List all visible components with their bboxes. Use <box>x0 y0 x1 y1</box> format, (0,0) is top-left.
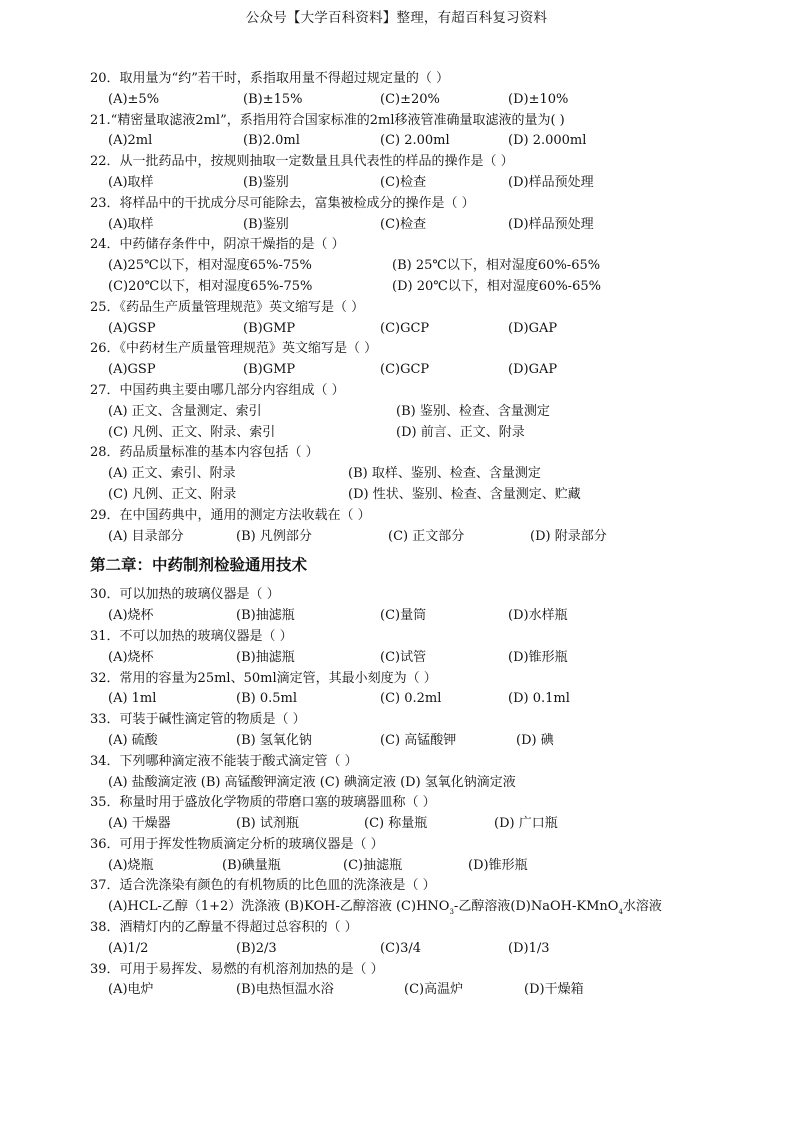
option-a: (A) 正文、含量测定、索引 <box>108 403 262 419</box>
option-d: (D)样品预处理 <box>508 216 594 232</box>
option-a: (A)烧瓶 <box>108 857 154 873</box>
options-37 <box>90 897 720 918</box>
option-a: (A) 硫酸 <box>108 732 158 748</box>
question-23: 23．将样品中的干扰成分尽可能除去，富集被检成分的操作是（ ） <box>90 195 475 211</box>
options-part-1: (A)HCL-乙醇（1+2）洗涤液 (B)KOH-乙醇溶液 (C)HNO <box>108 899 450 915</box>
option-d: (D)干燥箱 <box>524 982 584 998</box>
option-b: (B) 0.5ml <box>236 691 297 707</box>
option-d: (D) 20℃以下，相对湿度60%-65% <box>392 278 601 294</box>
question-29: 29．在中国药典中，通用的测定方法收载在（ ） <box>90 507 371 523</box>
options-30 <box>90 606 720 627</box>
option-d: (D) 碘 <box>516 732 554 748</box>
option-c: (C) 称量瓶 <box>364 816 428 832</box>
option-b: (B) 鉴别、检查、含量测定 <box>396 403 550 419</box>
options-31 <box>90 648 720 669</box>
question-27: 27．中国药典主要由哪几部分内容组成（ ） <box>90 382 345 398</box>
option-c: (C) 正文部分 <box>388 528 465 544</box>
option-b: (B)电热恒温水浴 <box>236 982 334 998</box>
option-b: (B)2/3 <box>236 940 277 956</box>
option-d: (D)1/3 <box>508 940 550 956</box>
option-a: (A)GSP <box>108 362 156 378</box>
options-29 <box>90 527 720 548</box>
option-c: (C)检查 <box>380 174 427 190</box>
option-d: (D) 附录部分 <box>530 528 607 544</box>
chapter-heading: 第二章：中药制剂检验通用技术 <box>90 556 308 575</box>
option-b: (B)抽滤瓶 <box>236 649 295 665</box>
options-28-row1 <box>90 464 720 485</box>
option-a: (A)±5% <box>108 91 160 107</box>
options-32 <box>90 689 720 710</box>
page-header: 公众号【大学百科资料】整理，有超百科复习资料 <box>245 10 548 26</box>
options-27-row2 <box>90 423 720 444</box>
options-part-2: -乙醇溶液(D)NaOH-KMnO <box>453 899 619 915</box>
option-a: (A)1/2 <box>108 940 149 956</box>
option-b: (B) 试剂瓶 <box>236 816 299 832</box>
question-37: 37．适合洗涤染有颜色的有机物质的比色皿的洗涤液是（ ） <box>90 878 436 894</box>
option-d: (D) 性状、鉴别、检查、含量测定、贮藏 <box>348 486 581 502</box>
option-d: (D)GAP <box>508 320 558 336</box>
question-35: 35．称量时用于盛放化学物质的带磨口塞的玻璃器皿称（ ） <box>90 795 436 811</box>
option-a: (A)烧杯 <box>108 608 154 624</box>
option-c: (C) 凡例、正文、附录 <box>108 486 237 502</box>
option-c: (C)量筒 <box>380 608 427 624</box>
options-line <box>108 897 662 923</box>
question-32: 32．常用的容量为25ml、50ml滴定管，其最小刻度为（ ） <box>90 670 437 686</box>
options-26 <box>90 360 720 381</box>
option-d: (D)±10% <box>508 91 569 107</box>
option-d: (D) 广口瓶 <box>494 816 558 832</box>
question-36: 36．可用于挥发性物质滴定分析的玻璃仪器是（ ） <box>90 836 384 852</box>
option-c: (C)高温炉 <box>404 982 464 998</box>
option-b: (B) 凡例部分 <box>236 528 312 544</box>
option-b: (B)抽滤瓶 <box>236 608 295 624</box>
question-21: 21.“精密量取滤液2ml”，系指用符合国家标准的2ml移液管准确量取滤液的量为( ) <box>90 112 565 128</box>
option-a: (A)GSP <box>108 320 156 336</box>
options-23 <box>90 215 720 236</box>
options-21 <box>90 131 720 152</box>
option-c: (C)3/4 <box>380 940 422 956</box>
option-a: (A)25℃以下，相对湿度65%-75% <box>108 258 312 274</box>
question-34: 34．下列哪种滴定液不能装于酸式滴定管（ ） <box>90 753 358 769</box>
question-24: 24．中药储存条件中，阴凉干燥指的是（ ） <box>90 237 345 253</box>
options-36 <box>90 856 720 877</box>
option-b: (B)鉴别 <box>243 174 289 190</box>
options-part-3: 水溶液 <box>622 899 662 915</box>
options-33 <box>90 731 720 752</box>
option-c: (C)20℃以下，相对湿度65%-75% <box>108 278 313 294</box>
options-28-row2 <box>90 485 720 506</box>
option-c: (C) 凡例、正文、附录、索引 <box>108 424 276 440</box>
options-24-row2 <box>90 277 720 298</box>
option-d: (D)锥形瓶 <box>468 857 528 873</box>
option-d: (D)样品预处理 <box>508 174 594 190</box>
options-25 <box>90 319 720 340</box>
option-a: (A) 1ml <box>108 691 157 707</box>
options-20 <box>90 90 720 111</box>
option-a: (A) 正文、索引、附录 <box>108 466 236 482</box>
option-c: (C)试管 <box>380 649 427 665</box>
options-39 <box>90 980 720 1001</box>
option-c: (C)GCP <box>380 320 430 336</box>
options-34 <box>90 773 720 794</box>
options-27-row1 <box>90 402 720 423</box>
options-line: (A) 盐酸滴定液 (B) 高锰酸钾滴定液 (C) 碘滴定液 (D) 氢氧化钠滴定液 <box>108 774 516 790</box>
question-list <box>90 69 720 1001</box>
option-c: (C) 0.2ml <box>380 691 442 707</box>
option-d: (D) 前言、正文、附录 <box>396 424 525 440</box>
option-b: (B)±15% <box>243 91 303 107</box>
question-33: 33．可装于碱性滴定管的物质是（ ） <box>90 712 306 728</box>
option-b: (B) 25℃以下，相对湿度60%-65% <box>392 258 601 274</box>
option-a: (A) 干燥器 <box>108 816 171 832</box>
question-38: 38．酒精灯内的乙醇量不得超过总容积的（ ） <box>90 920 358 936</box>
option-c: (C) 2.00ml <box>380 133 450 149</box>
question-31: 31．不可以加热的玻璃仪器是（ ） <box>90 628 293 644</box>
option-b: (B) 取样、鉴别、检查、含量测定 <box>348 466 541 482</box>
question-26: 26．《中药材生产质量管理规范》英文缩写是（ ） <box>90 341 378 357</box>
question-30: 30．可以加热的玻璃仪器是（ ） <box>90 587 280 603</box>
option-c: (C)GCP <box>380 362 430 378</box>
question-22: 22．从一批药品中，按规则抽取一定数量且具代表性的样品的操作是（ ） <box>90 154 514 170</box>
option-c: (C)抽滤瓶 <box>343 857 403 873</box>
subscript-3: 3 <box>449 908 454 917</box>
option-b: (B)GMP <box>243 320 296 336</box>
option-a: (A) 目录部分 <box>108 528 184 544</box>
option-a: (A)电炉 <box>108 982 154 998</box>
option-c: (C) 高锰酸钾 <box>380 732 457 748</box>
option-b: (B)GMP <box>243 362 296 378</box>
option-b: (B)鉴别 <box>243 216 289 232</box>
question-20: 20．取用量为“约”若干时，系指取用量不得超过规定量的（ ） <box>90 71 449 86</box>
option-d: (D)GAP <box>508 362 558 378</box>
question-39: 39．可用于易挥发、易燃的有机溶剂加热的是（ ） <box>90 961 384 977</box>
option-b: (B)2.0ml <box>243 133 300 149</box>
option-a: (A)2ml <box>108 133 153 149</box>
options-24-row1 <box>90 256 720 277</box>
subscript-4: 4 <box>618 908 623 917</box>
question-28: 28．药品质量标准的基本内容包括（ ） <box>90 445 319 461</box>
options-38 <box>90 939 720 960</box>
option-d: (D)锥形瓶 <box>508 649 568 665</box>
option-a: (A)取样 <box>108 216 154 232</box>
option-c: (C)检查 <box>380 216 427 232</box>
option-d: (D)水样瓶 <box>508 608 568 624</box>
option-c: (C)±20% <box>380 91 440 107</box>
option-b: (B)碘量瓶 <box>222 857 281 873</box>
question-25: 25．《药品生产质量管理规范》英文缩写是（ ） <box>90 299 365 315</box>
option-d: (D) 0.1ml <box>508 691 570 707</box>
option-a: (A)烧杯 <box>108 649 154 665</box>
option-a: (A)取样 <box>108 174 154 190</box>
option-b: (B) 氢氧化钠 <box>236 732 312 748</box>
options-22 <box>90 173 720 194</box>
option-d: (D) 2.000ml <box>508 133 587 149</box>
options-35 <box>90 814 720 835</box>
